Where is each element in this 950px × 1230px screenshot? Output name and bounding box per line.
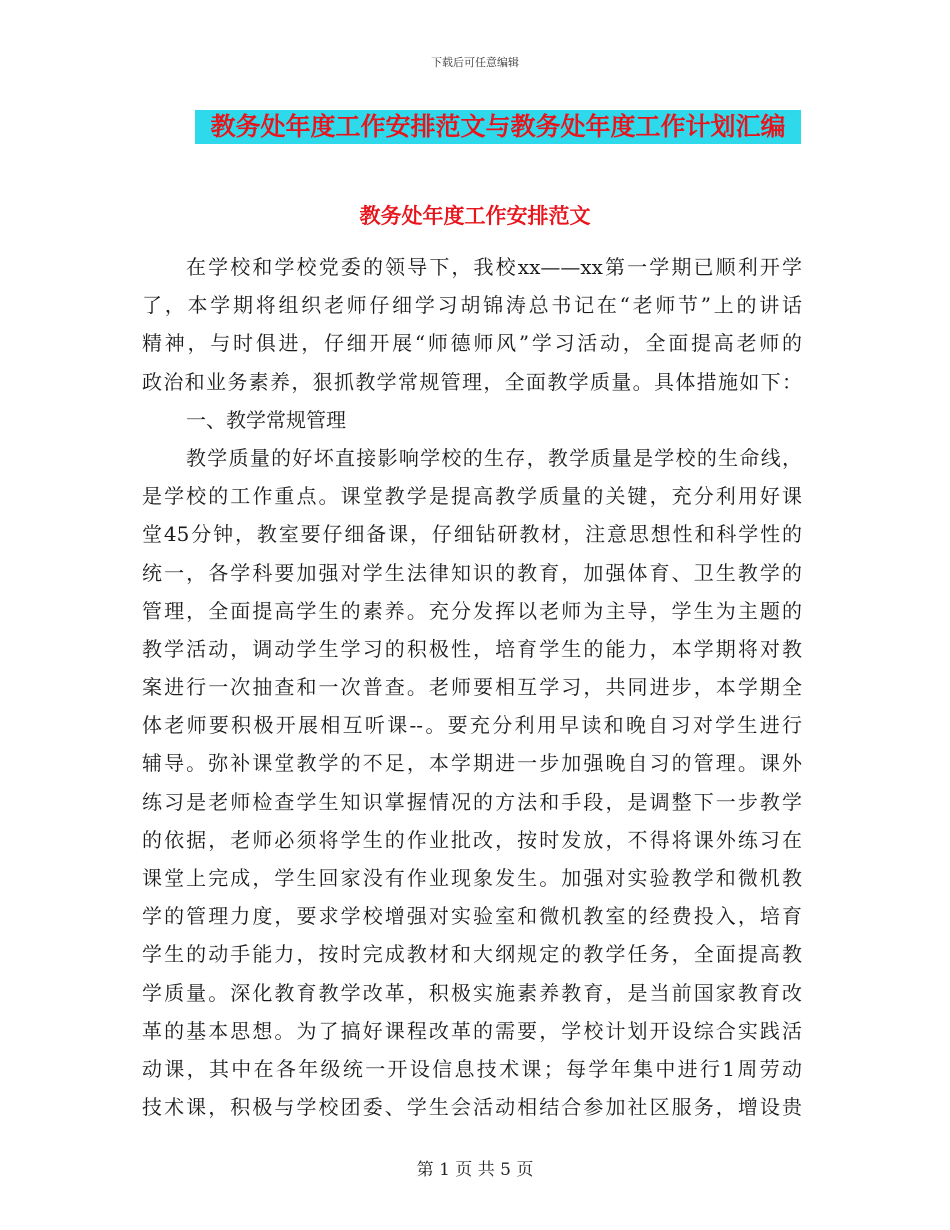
paragraph-line: 动课，其中在各年级统一开设信息技术课；每学年集中进行1周劳动 (142, 1056, 802, 1081)
paragraph-line: 辅导。弥补课堂教学的不足，本学期进一步加强晚自习的管理。课外 (142, 751, 802, 776)
paragraph-line: 课堂上完成，学生回家没有作业现象发生。加强对实验教学和微机教 (142, 866, 802, 890)
paragraph-line: 革的基本思想。为了搞好课程改革的需要，学校计划开设综合实践活 (142, 1018, 802, 1043)
paragraph-line: 了，本学期将组织老师仔细学习胡锦涛总书记在“老师节”上的讲话 (142, 293, 802, 318)
page-header-note: 下载后可任意编辑 (431, 56, 519, 69)
body-text (142, 248, 802, 1126)
paragraph-line: 教学质量的好坏直接影响学校的生存，教学质量是学校的生命线， (186, 445, 802, 470)
paragraph-line: 学的管理力度，要求学校增强对实验室和微机教室的经费投入，培育 (142, 904, 802, 929)
paragraph-line: 的依据，老师必须将学生的作业批改，按时发放，不得将课外练习在 (142, 827, 802, 852)
paragraph-line: 在学校和学校党委的领导下，我校xx——xx第一学期已顺利开学 (186, 255, 802, 279)
paragraph-line: 是学校的工作重点。课堂教学是提高教学质量的关键，充分利用好课 (142, 484, 802, 509)
document-title: 教务处年度工作安排范文与教务处年度工作计划汇编 (210, 112, 786, 141)
paragraph-line: 体老师要积极开展相互听课--。要充分利用早读和晚自习对学生进行 (142, 713, 802, 738)
page-footer: 第 1 页 共 5 页 (416, 1160, 534, 1180)
paragraph-line: 统一，各学科要加强对学生法律知识的教育，加强体育、卫生教学的 (142, 560, 802, 585)
paragraph-line: 政治和业务素养，狠抓教学常规管理，全面教学质量。具体措施如下： (142, 369, 802, 394)
paragraph-line: 堂45分钟，教室要仔细备课，仔细钻研教材，注意思想性和科学性的 (142, 522, 802, 547)
paragraph-line: 练习是老师检查学生知识掌握情况的方法和手段，是调整下一步教学 (142, 789, 802, 814)
paragraph-line: 技术课，积极与学校团委、学生会活动相结合参加社区服务，增设贵 (142, 1095, 802, 1120)
section-heading: 一、教学常规管理 (186, 407, 346, 432)
paragraph-line: 案进行一次抽查和一次普查。老师要相互学习，共同进步，本学期全 (142, 675, 802, 700)
paragraph-line: 管理，全面提高学生的素养。充分发挥以老师为主导，学生为主题的 (142, 598, 802, 623)
paragraph-line: 学生的动手能力，按时完成教材和大纲规定的教学任务，全面提高教 (142, 942, 802, 967)
paragraph-line: 精神，与时俱进，仔细开展“师德师风”学习活动，全面提高老师的 (142, 331, 802, 356)
section-title: 教务处年度工作安排范文 (359, 204, 591, 228)
paragraph-line: 学质量。深化教育教学改革，积极实施素养教育，是当前国家教育改 (142, 980, 802, 1005)
paragraph-line: 教学活动，调动学生学习的积极性，培育学生的能力，本学期将对教 (142, 636, 802, 661)
